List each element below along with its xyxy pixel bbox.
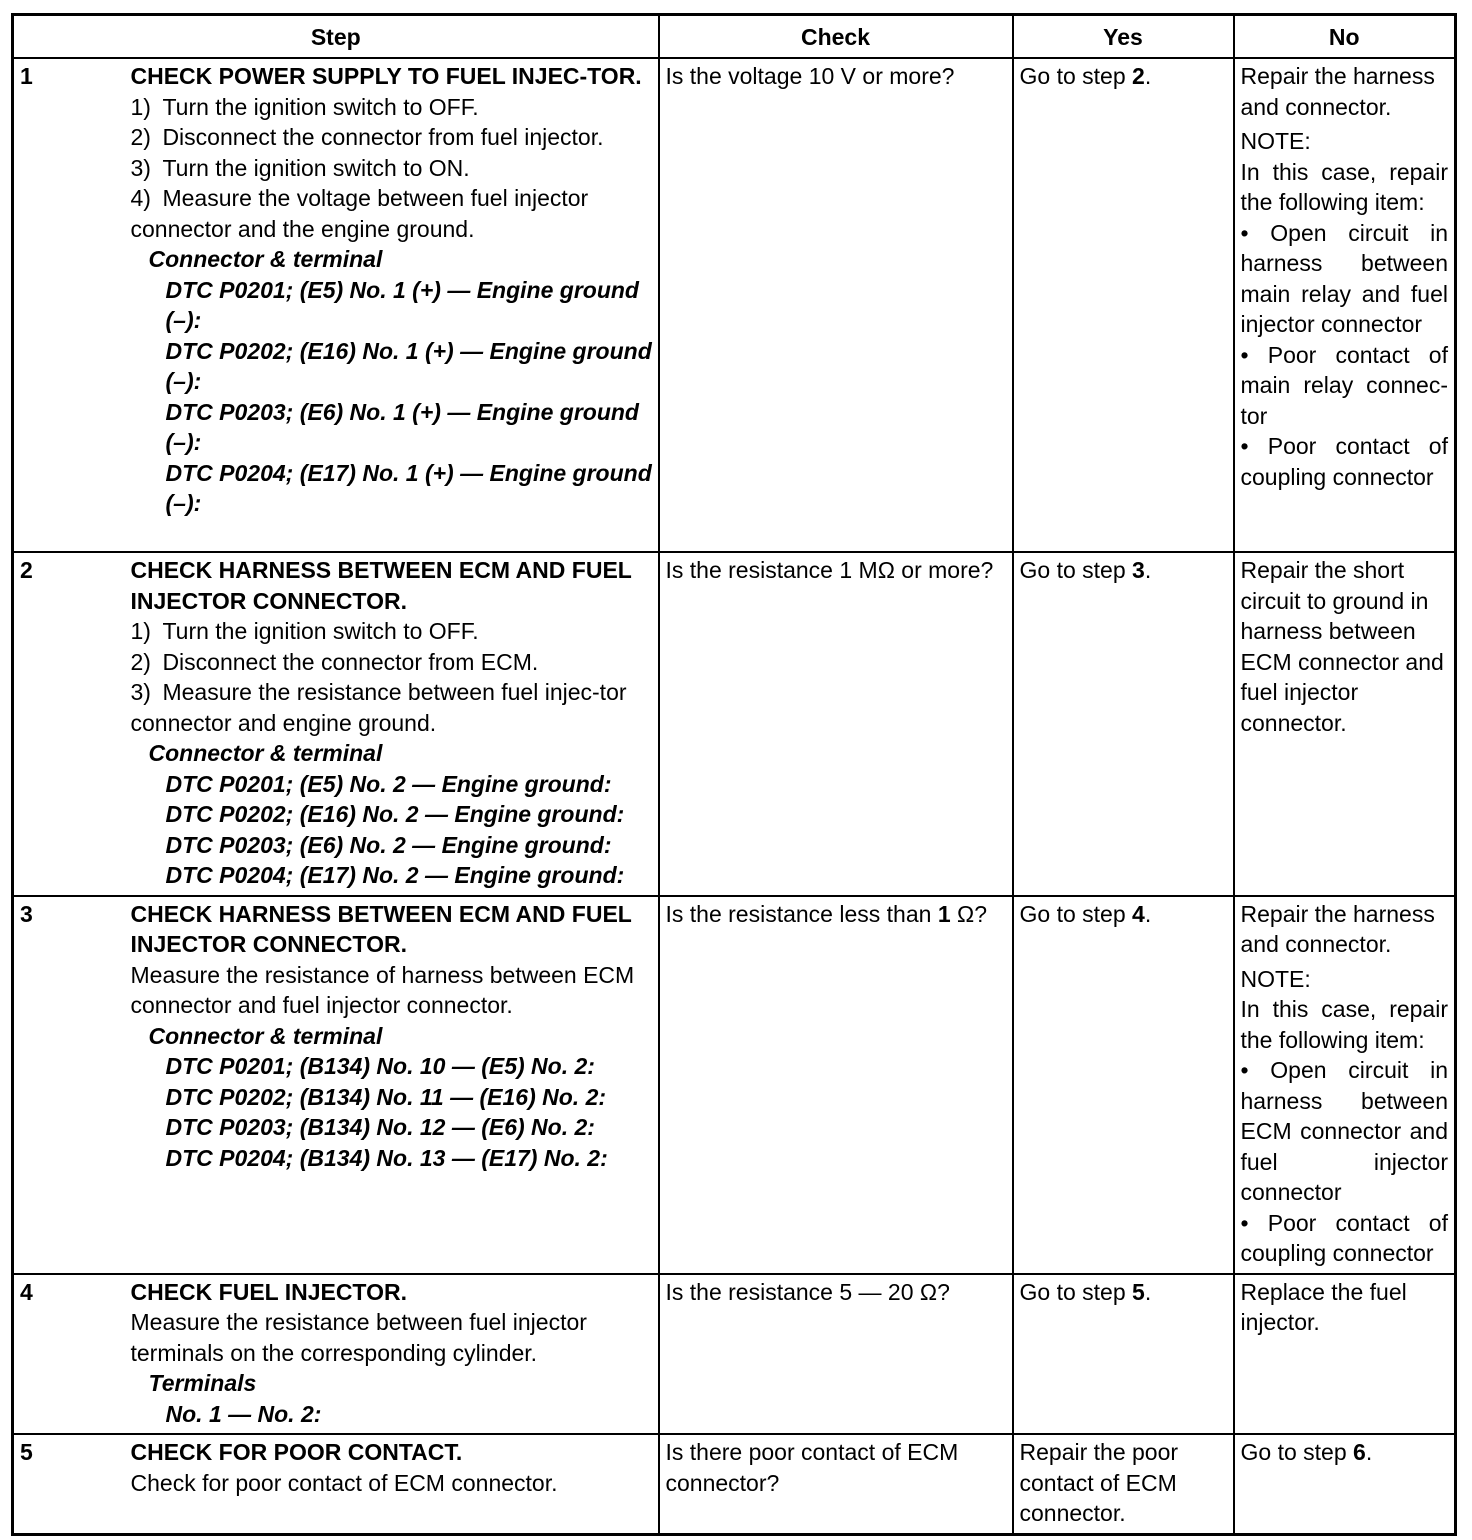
yes-step-number: 3: [1132, 557, 1145, 583]
step-number: 1: [13, 58, 131, 552]
note-text: In this case, repair the following item:: [1240, 158, 1448, 215]
yes-cell: Go to step 4.: [1013, 896, 1234, 1274]
note-text: In this case, repair the following item:: [1240, 996, 1448, 1053]
connector-terminal-label: Connector & terminal: [148, 1022, 383, 1049]
connector-terminal-label: Connector & terminal: [148, 246, 383, 272]
no-cell: [1234, 1274, 1456, 1435]
connector-terminal-line: DTC P0201; (E5) No. 2 — Engine ground:: [165, 770, 612, 797]
step-number: 2: [13, 552, 131, 896]
header-no: No: [1234, 15, 1456, 59]
step-instruction: 2) Disconnect the connector from fuel injector.: [130, 124, 604, 150]
note-label: NOTE:: [1240, 965, 1311, 992]
step-instruction: Measure the resistance between fuel injector terminals on the corresponding cylinder.: [130, 1309, 587, 1366]
yes-cell: Go to step 3.: [1013, 552, 1234, 896]
no-action: Repair the harness and connector.: [1240, 900, 1435, 957]
connector-terminal-line: DTC P0201; (B134) No. 10 — (E5) No. 2:: [165, 1053, 595, 1079]
step-description: [131, 552, 659, 896]
step-instruction: Measure the resistance of harness between ECM connector and fuel injector connector.: [130, 961, 635, 1018]
no-prefix: Go to step: [1240, 1439, 1354, 1465]
step-title: CHECK HARNESS BETWEEN ECM AND FUEL INJECTOR CONNECTOR.: [130, 557, 632, 614]
check-cell: [659, 1274, 1013, 1435]
header-yes: Yes: [1013, 15, 1234, 59]
connector-terminal-line: DTC P0202; (E16) No. 1 (+) — Engine ground (–):: [165, 337, 652, 394]
check-cell: [659, 552, 1013, 896]
step-number: 3: [13, 896, 131, 1274]
yes-text: Repair the poor contact of ECM connector.: [1019, 1439, 1179, 1526]
yes-cell: [1013, 1434, 1234, 1534]
connector-terminal-line: DTC P0203; (B134) No. 12 — (E6) No. 2:: [165, 1114, 595, 1140]
check-suffix: Ω?: [950, 900, 987, 927]
note-bullet: • Poor contact of coupling connector: [1240, 433, 1448, 490]
step-instruction: 4) Measure the voltage between fuel injector connector and the engine ground.: [130, 185, 589, 242]
table-header-row: [13, 15, 1456, 59]
table-row: [13, 58, 1456, 552]
yes-step-number: 5: [1132, 1278, 1145, 1305]
step-description: [131, 1274, 659, 1435]
note-bullet: • Poor contact of coupling connector: [1240, 1209, 1448, 1266]
yes-step-number: 4: [1132, 900, 1145, 927]
check-cell: [659, 896, 1013, 1274]
step-instruction: 2) Disconnect the connector from ECM.: [130, 648, 539, 675]
yes-cell: Go to step 2.: [1013, 58, 1234, 552]
no-action: Repair the harness and connector.: [1240, 63, 1435, 120]
table-row: [13, 552, 1456, 896]
no-step-number: 6: [1353, 1439, 1366, 1465]
step-instruction: Check for poor contact of ECM connector.: [130, 1469, 558, 1496]
check-cell: [659, 58, 1013, 552]
step-instruction: 1) Turn the ignition switch to OFF.: [130, 618, 479, 644]
no-action: Repair the short circuit to ground in harness between ECM connector and fuel injector connector.: [1240, 557, 1444, 736]
step-description: [131, 1434, 659, 1534]
diagnostic-table: [11, 13, 1457, 1536]
yes-cell: Go to step 5.: [1013, 1274, 1234, 1435]
connector-terminal-line: DTC P0202; (B134) No. 11 — (E16) No. 2:: [165, 1083, 607, 1110]
step-number: 4: [13, 1274, 131, 1435]
connector-terminal-line: DTC P0203; (E6) No. 1 (+) — Engine ground (–):: [165, 398, 639, 455]
step-description: [131, 896, 659, 1274]
table-row: [13, 1274, 1456, 1435]
no-cell: [1234, 58, 1456, 552]
header-step: Step: [13, 15, 659, 59]
diagnostic-table-page: [11, 13, 1454, 1525]
check-prefix: Is the resistance less than: [665, 900, 938, 927]
step-description: [131, 58, 659, 552]
no-cell: Go to step 6.: [1234, 1434, 1456, 1534]
table-row: [13, 896, 1456, 1274]
note-bullet: • Poor contact of main relay connec-tor: [1240, 341, 1448, 429]
yes-step-number: 2: [1132, 63, 1145, 89]
connector-terminal-line: DTC P0204; (E17) No. 1 (+) — Engine ground (–):: [165, 459, 652, 516]
step-instruction: 3) Turn the ignition switch to ON.: [130, 154, 470, 181]
check-value: 1: [937, 900, 951, 927]
no-cell: [1234, 896, 1456, 1274]
step-number: 5: [13, 1434, 131, 1534]
check-text: Is the resistance 5 — 20 Ω?: [665, 1278, 950, 1305]
terminals-label: Terminals: [148, 1370, 257, 1396]
connector-terminal-line: DTC P0204; (B134) No. 13 — (E17) No. 2:: [165, 1144, 608, 1171]
connector-terminal-label: Connector & terminal: [148, 740, 383, 766]
note-bullet: • Open circuit in harness between main relay and fuel injector connector: [1240, 219, 1448, 337]
yes-prefix: Go to step: [1019, 1278, 1133, 1305]
step-title: CHECK HARNESS BETWEEN ECM AND FUEL INJECTOR CONNECTOR.: [130, 900, 632, 957]
check-cell: [659, 1434, 1013, 1534]
step-instruction: 3) Measure the resistance between fuel injec-tor connector and engine ground.: [130, 679, 627, 736]
yes-prefix: Go to step: [1019, 63, 1133, 89]
check-text: Is the resistance 1 MΩ or more?: [665, 557, 994, 583]
step-title: CHECK FUEL INJECTOR.: [130, 1278, 407, 1305]
no-action: Replace the fuel injector.: [1240, 1278, 1407, 1335]
terminals-line: No. 1 — No. 2:: [165, 1400, 322, 1427]
connector-terminal-line: DTC P0203; (E6) No. 2 — Engine ground:: [165, 831, 612, 858]
note-bullet: • Open circuit in harness between ECM connector and fuel injector connector: [1240, 1057, 1448, 1205]
connector-terminal-line: DTC P0204; (E17) No. 2 — Engine ground:: [165, 862, 625, 888]
connector-terminal-line: DTC P0201; (E5) No. 1 (+) — Engine ground (–):: [165, 276, 639, 333]
step-instruction: 1) Turn the ignition switch to OFF.: [130, 93, 479, 120]
step-title: CHECK POWER SUPPLY TO FUEL INJEC-TOR.: [130, 63, 642, 89]
step-title: CHECK FOR POOR CONTACT.: [130, 1439, 463, 1465]
yes-prefix: Go to step: [1019, 900, 1133, 927]
no-cell: [1234, 552, 1456, 896]
check-text: Is there poor contact of ECM connector?: [665, 1439, 959, 1496]
yes-prefix: Go to step: [1019, 557, 1133, 583]
connector-terminal-line: DTC P0202; (E16) No. 2 — Engine ground:: [165, 801, 625, 827]
check-text: Is the voltage 10 V or more?: [665, 63, 955, 89]
table-row: [13, 1434, 1456, 1534]
note-label: NOTE:: [1240, 128, 1311, 154]
header-check: Check: [659, 15, 1013, 59]
